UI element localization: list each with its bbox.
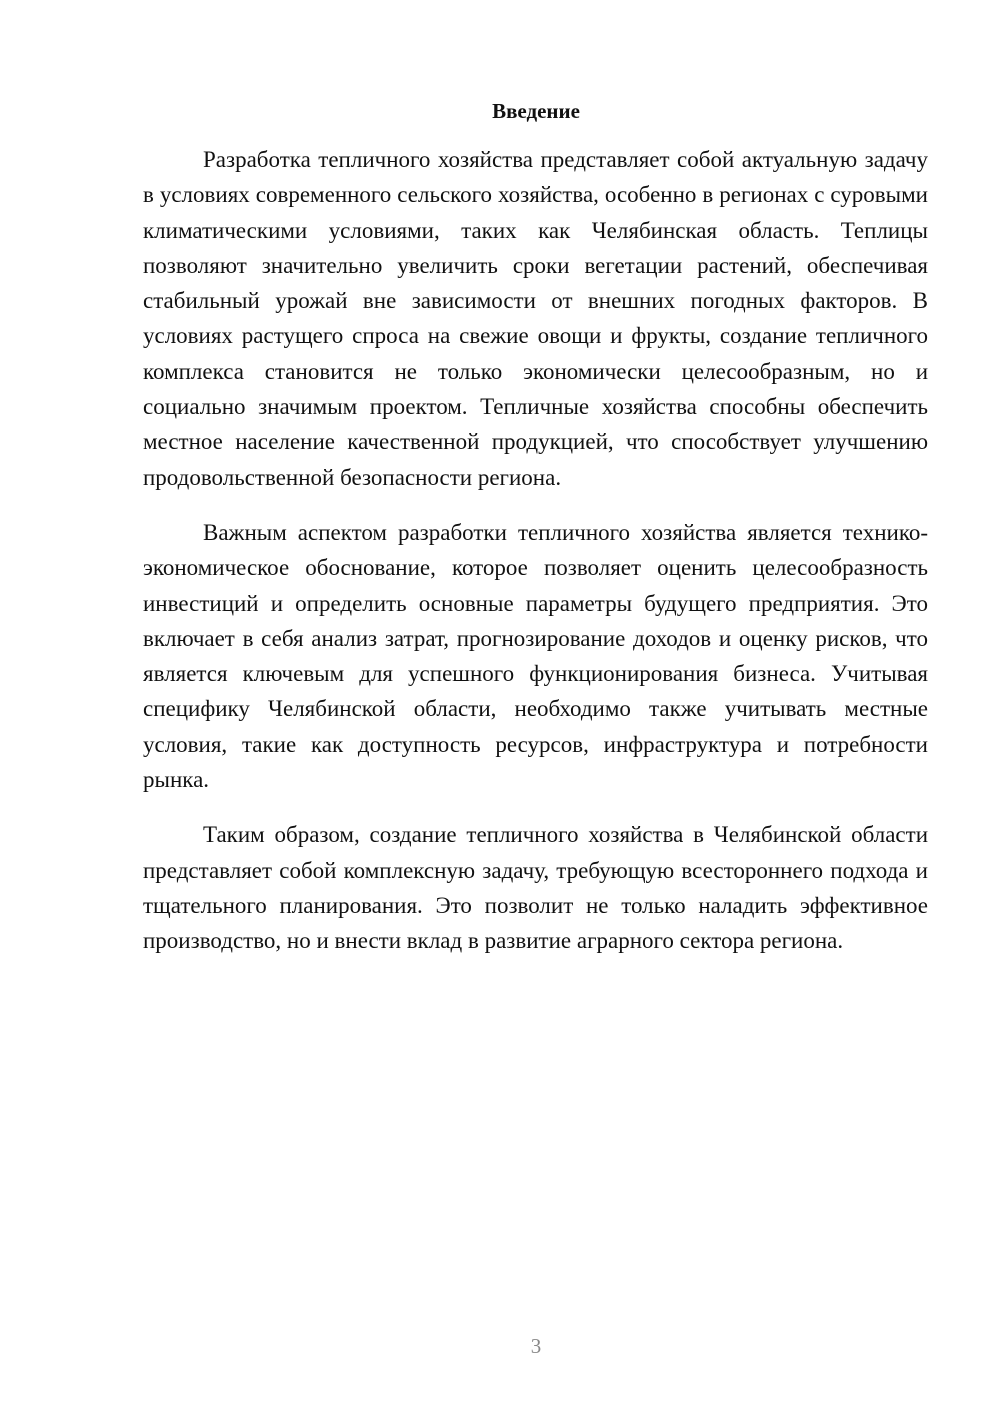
page-number: 3 bbox=[530, 1334, 542, 1358]
paragraph-2: Важным аспектом разработки тепличного хозяйства является технико-экономическое обоснование, которое позволяет оценить целесообразность инвестиций и определить основные параметры будущего предприятия. Это включает в себя анализ затрат, прогнозирование доходов и оценку рисков, что является ключевым для успешного функционирования бизнеса. Учитывая специфику Челябинской области, необходимо также учитывать местные условия, такие как доступность ресурсов, инфраструктура и потребности рынка. bbox=[143, 519, 928, 793]
paragraph-3: Таким образом, создание тепличного хозяйства в Челябинской области представляет собой комплексную задачу, требующую всестороннего подхода и тщательного планирования. Это позволит не только наладить эффективное производство, но и внести вклад в развитие аграрного сектора региона. bbox=[143, 822, 928, 954]
document-body bbox=[143, 142, 928, 959]
paragraph-1: Разработка тепличного хозяйства представляет собой актуальную задачу в условиях современного сельского хозяйства, особенно в регионах с суровыми климатическими условиями, таких как Челябинская область. Теплицы позволяют значительно увеличить сроки вегетации растений, обеспечивая стабильный урожай вне зависимости от внешних погодных факторов. В условиях растущего спроса на свежие овощи и фрукты, создание тепличного комплекса становится не только экономически целесообразным, но и социально значимым проектом. Тепличные хозяйства способны обеспечить местное население качественной продукцией, что способствует улучшению продовольственной безопасности региона. bbox=[143, 147, 928, 490]
section-title: Введение bbox=[492, 99, 580, 123]
